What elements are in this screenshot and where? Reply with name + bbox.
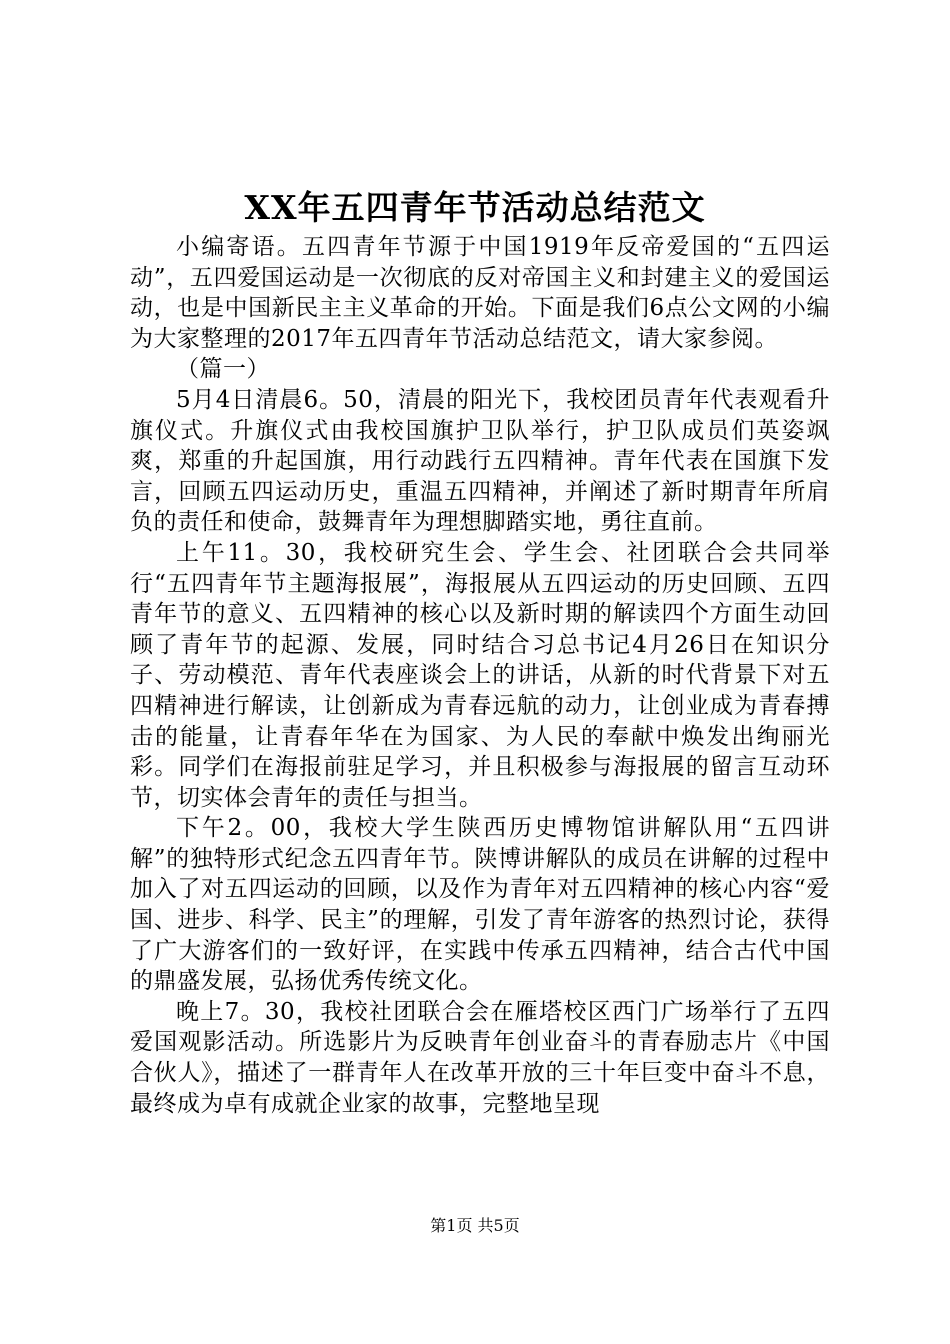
document-body [130, 232, 830, 1119]
page-footer: 第1页 共5页 [430, 1216, 520, 1235]
paragraph-poster-exhibit: 上午11。30，我校研究生会、学生会、社团联合会共同举行“五四青年节主题海报展”，海报展从五四运动的历史回顾、五四青年节的意义、五四精神的核心以及新时期的解读四个方面生动回顾了青年节的起源、发展，同时结合习总书记4月26日在知识分子、劳动模范、青年代表座谈会上的讲话，从新的时代背景下对五四精神进行解读，让创新成为青春远航的动力，让创业成为青春搏击的能量，让青春年华在为国家、为人民的奉献中焕发出绚丽光彩。同学们在海报前驻足学习，并且积极参与海报展的留言互动环节，切实体会青年的责任与担当。 [130, 539, 830, 811]
paragraph-museum-tour: 下午2。00，我校大学生陕西历史博物馆讲解队用“五四讲解”的独特形式纪念五四青年节。陕博讲解队的成员在讲解的过程中加入了对五四运动的回顾，以及作为青年对五四精神的核心内容“爱国、进步、科学、民主”的理解，引发了青年游客的热烈讨论，获得了广大游客们的一致好评，在实践中传承五四精神，结合古代中国的鼎盛发展，弘扬优秀传统文化。 [130, 815, 830, 995]
document-title: XX年五四青年节活动总结范文 [244, 188, 706, 227]
paragraph-section-heading: （篇一） [176, 356, 270, 383]
paragraph-morning-flag: 5月4日清晨6。50，清晨的阳光下，我校团员青年代表观看升旗仪式。升旗仪式由我校国旗护卫队举行，护卫队成员们英姿飒爽，郑重的升起国旗，用行动践行五四精神。青年代表在国旗下发言，回顾五四运动历史，重温五四精神，并阐述了新时期青年所肩负的责任和使命，鼓舞青年为理想脚踏实地，勇往直前。 [130, 386, 830, 536]
paragraph-evening-film: 晚上7。30，我校社团联合会在雁塔校区西门广场举行了五四爱国观影活动。所选影片为反映青年创业奋斗的青春励志片《中国合伙人》，描述了一群青年人在改革开放的三十年巨变中奋斗不息，最终成为卓有成就企业家的故事，完整地呈现 [130, 998, 830, 1117]
paragraph-intro: 小编寄语。五四青年节源于中国1919年反帝爱国的“五四运动”，五四爱国运动是一次彻底的反对帝国主义和封建主义的爱国运动，也是中国新民主主义革命的开始。下面是我们6点公文网的小编为大家整理的2017年五四青年节活动总结范文，请大家参阅。 [130, 234, 830, 352]
